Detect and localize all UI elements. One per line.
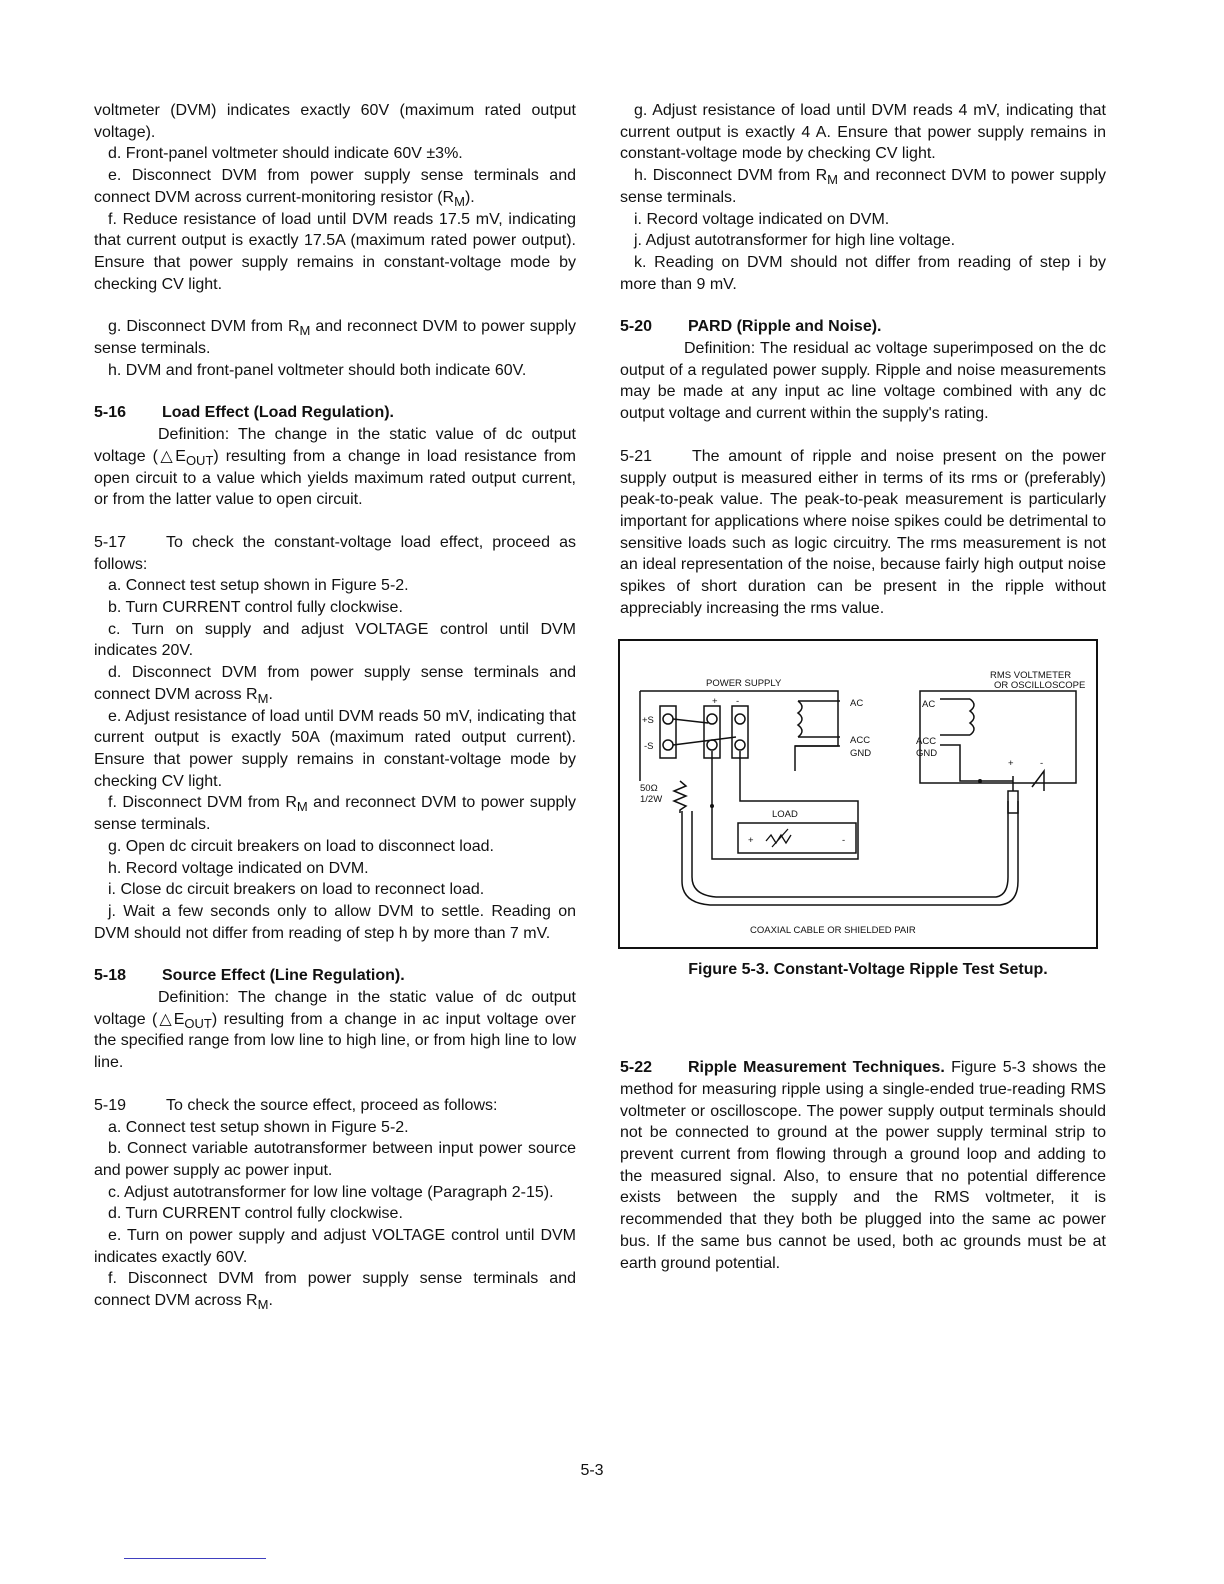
step-d: d. Disconnect DVM from power supply sense terminals and connect DVM across $R_M$.: [94, 664, 576, 706]
section-heading-5-16: 5-16 Load Effect (Load Regulation).: [94, 404, 394, 422]
step-j: j. Wait a few seconds only to allow DVM to settle. Reading on DVM should not differ from reading of step h by more than 7 mV.: [94, 902, 576, 942]
section-heading-5-20: 5-20 PARD (Ripple and Noise).: [620, 318, 882, 336]
load-plus: +: [748, 835, 754, 847]
step-d: d. Turn CURRENT control fully clockwise.: [108, 1205, 403, 1223]
minus-label: -: [736, 696, 740, 708]
step-b: b. Connect variable autotransformer between input power source and power supply ac power input.: [94, 1140, 576, 1179]
plus-sense-label: +S: [642, 715, 654, 727]
step-e: e. Disconnect DVM from power supply sense terminals and connect DVM across current-monitoring resistor $(R_M)$.: [94, 167, 576, 209]
gnd-label: GND: [850, 748, 872, 760]
variable-resistor-icon: [766, 829, 791, 847]
circuit-diagram: [620, 641, 1096, 947]
step-f: f. Reduce resistance of load until DVM reads 17.5 mV, indicating that current output is exactly 17.5A (maximum rated power output). Ensure that power supply remains in constant-voltage mode by checking CV light.: [94, 210, 576, 293]
footer-rule: [124, 1558, 266, 1559]
minus-sense-label: -S: [644, 741, 654, 753]
paragraph-5-21: 5-21 The amount of ripple and noise present on the power supply output is measured either in terms of its rms or (preferably) peak-to-peak value. The peak-to-peak measurement is particularly important for applications where noise spikes could be detrimental to sensitive loads such as logic circuitry. The rms measurement is not an ideal representation of the noise, because fairly high output noise spikes of short duration can be present in the ripple without appreciably increasing the rms value.: [620, 447, 1106, 617]
paragraph-5-17: 5-17 To check the constant-voltage load effect, proceed as follows:: [94, 533, 576, 573]
paragraph-5-22: 5-22 Ripple Measurement Techniques. Figure 5-3 shows the method for measuring ripple using a single-ended true-reading RMS voltmeter or oscilloscope. The power supply output terminals should not be connected to ground at the power supply terminal strip to prevent current from flowing through a ground loop and adding to the measured signal. Also, to ensure that no potential difference exists between the supply and the RMS voltmeter, it is recommended that they both be plugged into the same ac power bus. If the same bus cannot be used, both ac grounds must be at earth ground potential.: [620, 1059, 1106, 1272]
resistor-power: 1/2W: [640, 794, 663, 806]
power-supply-label: POWER SUPPLY: [706, 678, 782, 690]
cable-label: COAXIAL CABLE OR SHIELDED PAIR: [750, 925, 916, 937]
step-k: k. Reading on DVM should not differ from reading of step i by more than 9 mV.: [620, 253, 1106, 293]
meter-plus-label: +: [1008, 758, 1014, 770]
step-e: e. Turn on power supply and adjust VOLTAGE control until DVM indicates exactly 60V.: [94, 1227, 576, 1266]
left-column: [94, 100, 576, 1312]
meter-ac-label: AC: [922, 699, 936, 711]
page-number: 5-3: [580, 1462, 604, 1479]
meter-minus-label: -: [1040, 758, 1044, 770]
step-i: i. Close dc circuit breakers on load to reconnect load.: [108, 881, 485, 899]
step-a: a. Connect test setup shown in Figure 5-2.: [108, 577, 409, 595]
oscilloscope-label: OR OSCILLOSCOPE: [994, 680, 1086, 692]
step-b: b. Turn CURRENT control fully clockwise.: [108, 599, 403, 617]
acc-label: ACC: [850, 735, 871, 747]
step-h: h. Record voltage indicated on DVM.: [108, 859, 369, 877]
step-g: g. Disconnect DVM from $R_M$ and reconnect DVM to power supply sense terminals.: [94, 318, 576, 358]
figure-ripple-test-setup: [618, 639, 1098, 949]
definition: Definition: The change in the static value of dc output voltage $(\triangle E_{OUT})$ resulting from a change in ac input voltage over the specified range from low line to high line, or from high line to low line.: [94, 989, 577, 1072]
step-h: h. Disconnect DVM from $R_M$ and reconnect DVM to power supply sense terminals.: [620, 167, 1107, 206]
definition: Definition: The residual ac voltage superimposed on the dc output of a regulated power supply. Ripple and noise measurements may be made at any input ac line voltage combined with any dc output voltage and current within the supply's rating.: [620, 340, 1106, 423]
step-g: g. Adjust resistance of load until DVM reads 4 mV, indicating that current output is exactly 4 A. Ensure that power supply remains in constant-voltage mode by checking CV light.: [620, 102, 1106, 163]
load-label: LOAD: [772, 809, 798, 821]
step-f: f. Disconnect DVM from $R_M$ and reconnect DVM to power supply sense terminals.: [94, 794, 576, 834]
meter-acc-label: ACC: [916, 736, 937, 748]
step-e: e. Adjust resistance of load until DVM reads 50 mV, indicating that current output is exactly 50A (maximum rated output current). Ensure that power supply remains in constant-voltage mode by checking CV light.: [94, 707, 576, 790]
step-j: j. Adjust autotransformer for high line voltage.: [634, 232, 956, 250]
resistor-value: 50Ω: [640, 783, 658, 795]
step-c: c. Turn on supply and adjust VOLTAGE control until DVM indicates 20V.: [94, 620, 576, 660]
plus-label: +: [712, 696, 718, 708]
paragraph-5-19: 5-19 To check the source effect, proceed as follows:: [94, 1096, 498, 1114]
step-i: i. Record voltage indicated on DVM.: [634, 210, 890, 228]
section-heading-5-18: 5-18 Source Effect (Line Regulation).: [94, 967, 405, 985]
step-d: d. Front-panel voltmeter should indicate 60V ±3%.: [108, 145, 463, 163]
rms-voltmeter-label: RMS VOLTMETER: [990, 670, 1072, 682]
paragraph: voltmeter (DVM) indicates exactly 60V (maximum rated output voltage).: [94, 102, 576, 141]
step-g: g. Open dc circuit breakers on load to disconnect load.: [108, 837, 494, 855]
definition: Definition: The change in the static value of dc output voltage $(\triangle E_{OUT})$ resulting from a change in load resistance from open circuit to a value which yields maximum rated output current, or from the latter value to open circuit.: [94, 426, 577, 509]
step-h: h. DVM and front-panel voltmeter should both indicate 60V.: [108, 361, 527, 379]
meter-gnd-label: GND: [916, 748, 938, 760]
load-minus: -: [842, 835, 846, 847]
step-a: a. Connect test setup shown in Figure 5-2.: [108, 1118, 409, 1136]
ac-label: AC: [850, 698, 864, 710]
right-column: [620, 100, 1106, 1274]
figure-caption: Figure 5-3. Constant-Voltage Ripple Test Setup.: [688, 961, 1048, 979]
step-c: c. Adjust autotransformer for low line voltage (Paragraph 2-15).: [108, 1183, 554, 1201]
step-f: f. Disconnect DVM from power supply sense terminals and connect DVM across $R_M$.: [94, 1270, 576, 1313]
